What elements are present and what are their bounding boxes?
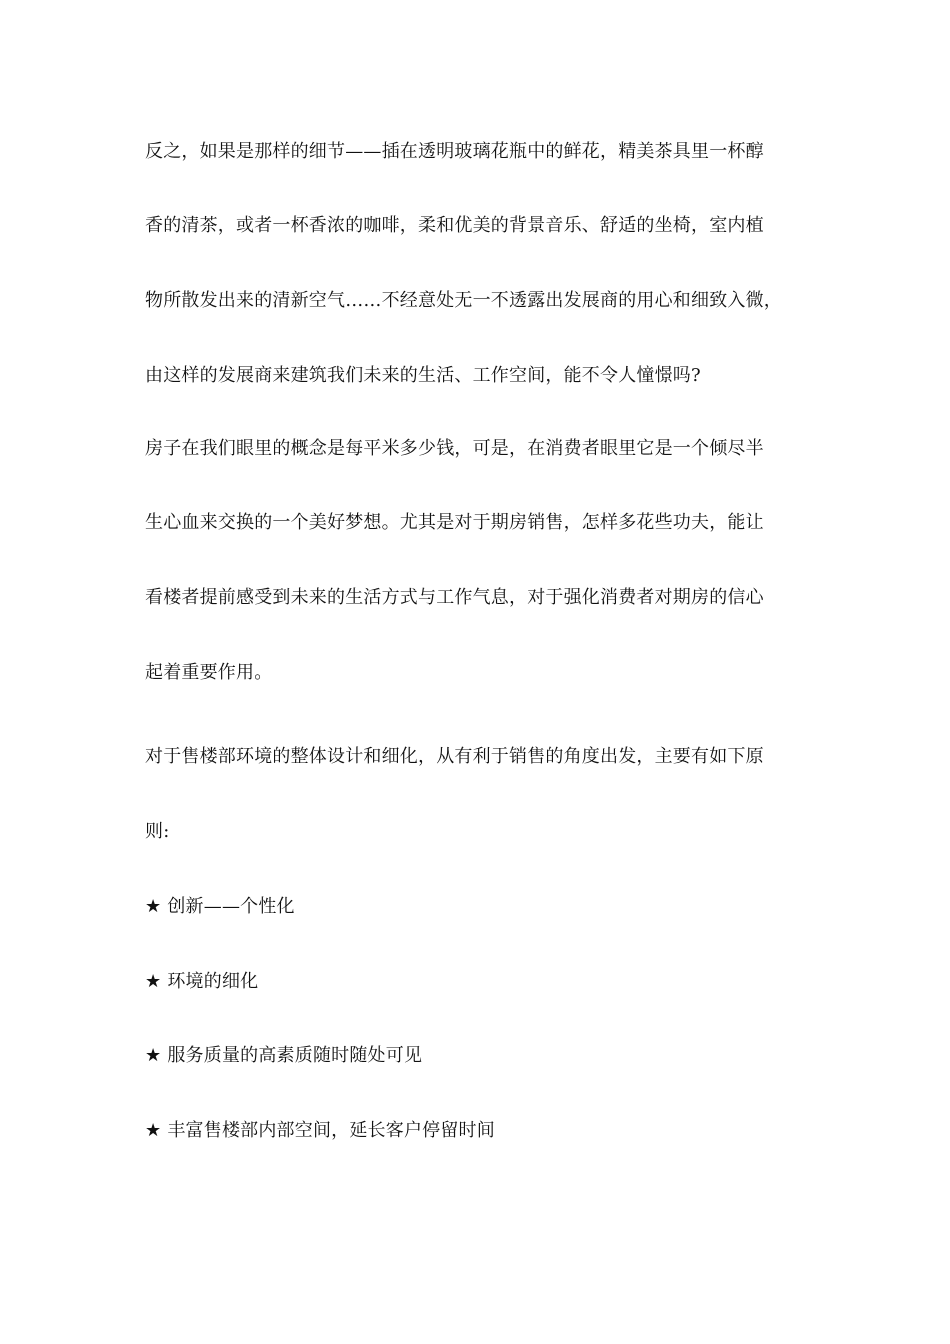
list-item: [145, 1120, 495, 1142]
star-icon: ★: [145, 1120, 162, 1141]
paragraph-line: 对于售楼部环境的整体设计和细化，从有利于销售的角度出发，主要有如下原: [145, 746, 764, 767]
paragraph-line: 房子在我们眼里的概念是每平米多少钱，可是，在消费者眼里它是一个倾尽半: [145, 438, 764, 459]
paragraph-line: 起着重要作用。: [145, 662, 273, 683]
paragraph-line: 看楼者提前感受到未来的生活方式与工作气息，对于强化消费者对期房的信心: [145, 587, 764, 608]
paragraph-line: 生心血来交换的一个美好梦想。尤其是对于期房销售，怎样多花些功夫，能让: [145, 512, 764, 533]
list-item: [145, 1045, 422, 1067]
list-item: [145, 896, 295, 918]
paragraph-line: 反之，如果是那样的细节——插在透明玻璃花瓶中的鲜花，精美茶具里一杯醇: [145, 141, 764, 162]
star-icon: ★: [145, 1045, 162, 1066]
list-item-label: 服务质量的高素质随时随处可见: [167, 1045, 423, 1066]
paragraph-line: 由这样的发展商来建筑我们未来的生活、工作空间，能不令人憧憬吗?: [145, 365, 701, 386]
paragraph-line: 香的清茶，或者一杯香浓的咖啡，柔和优美的背景音乐、舒适的坐椅，室内植: [145, 215, 764, 236]
star-icon: ★: [145, 971, 162, 992]
list-item-label: 创新——个性化: [167, 896, 295, 917]
list-item-label: 环境的细化: [167, 971, 259, 992]
star-icon: ★: [145, 896, 162, 917]
list-item-label: 丰富售楼部内部空间，延长客户停留时间: [167, 1120, 495, 1141]
list-item: [145, 971, 258, 993]
paragraph-line: 则:: [145, 821, 170, 842]
paragraph-line: 物所散发出来的清新空气……不经意处无一不透露出发展商的用心和细致入微，: [145, 290, 782, 311]
